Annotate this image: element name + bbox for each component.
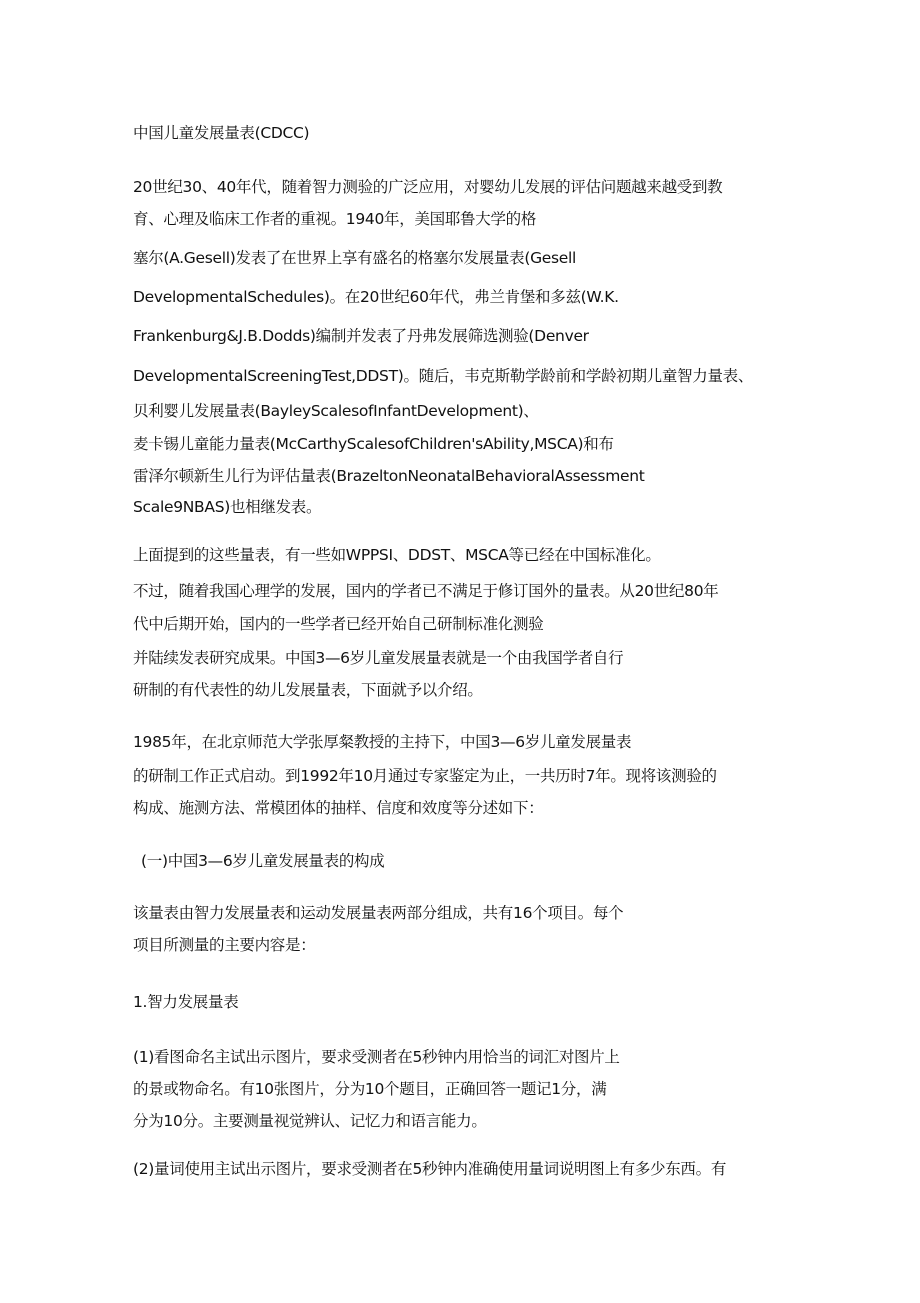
text-line: 分为10分。主要测量视觉辨认、记忆力和语言能力。: [133, 1112, 487, 1130]
text-line: 20世纪30、40年代，随着智力测验的广泛应用，对婴幼儿发展的评估问题越来越受到教: [133, 178, 723, 196]
text-line: 代中后期开始，国内的一些学者已经开始自己研制标准化测验: [133, 615, 544, 633]
text-line: 雷泽尔顿新生儿行为评估量表(BrazeltonNeonatalBehavioralAssessment: [133, 467, 645, 485]
text-line: 构成、施测方法、常模团体的抽样、信度和效度等分述如下：: [133, 799, 544, 817]
text-line: (2)量词使用主试出示图片，要求受测者在5秒钟内准确使用量词说明图上有多少东西。有: [133, 1160, 727, 1178]
text-line: 的景或物命名。有10张图片，分为10个题目，正确回答一题记1分，满: [133, 1080, 607, 1098]
text-line: Scale9NBAS)也相继发表。: [133, 498, 322, 516]
text-line: 上面提到的这些量表，有一些如WPPSI、DDST、MSCA等已经在中国标准化。: [133, 546, 661, 564]
text-line: Frankenburg&J.B.Dodds)编制并发表了丹弗发展筛选测验(Denver: [133, 327, 589, 345]
text-line: 研制的有代表性的幼儿发展量表，下面就予以介绍。: [133, 681, 483, 699]
text-line: 塞尔(A.Gesell)发表了在世界上享有盛名的格塞尔发展量表(Gesell: [133, 249, 577, 267]
subsection-heading: 1.智力发展量表: [133, 993, 239, 1011]
text-line: 1985年，在北京师范大学张厚粲教授的主持下，中国3—6岁儿童发展量表: [133, 733, 632, 751]
text-line: 该量表由智力发展量表和运动发展量表两部分组成，共有16个项目。每个: [133, 904, 624, 922]
text-line: (1)看图命名主试出示图片，要求受测者在5秒钟内用恰当的词汇对图片上: [133, 1048, 620, 1066]
text-line: 育、心理及临床工作者的重视。1940年，美国耶鲁大学的格: [133, 210, 537, 228]
text-line: 贝利婴儿发展量表(BayleyScalesofInfantDevelopment)、: [133, 402, 539, 420]
document-title: 中国儿童发展量表(CDCC): [133, 124, 310, 142]
text-line: 麦卡锡儿童能力量表(McCarthyScalesofChildren'sAbility,MSCA)和布: [133, 435, 614, 453]
text-line: 的研制工作正式启动。到1992年10月通过专家鉴定为止，一共历时7年。现将该测验的: [133, 767, 717, 785]
text-line: DevelopmentalSchedules)。在20世纪60年代，弗兰肯堡和多兹(W.K.: [133, 288, 619, 306]
text-line: 不过，随着我国心理学的发展，国内的学者已不满足于修订国外的量表。从20世纪80年: [133, 582, 719, 600]
text-line: 项目所测量的主要内容是：: [133, 936, 316, 954]
text-line: DevelopmentalScreeningTest,DDST)。随后，韦克斯勒学龄前和学龄初期儿童智力量表、: [133, 367, 754, 385]
text-line: 并陆续发表研究成果。中国3—6岁儿童发展量表就是一个由我国学者自行: [133, 649, 624, 667]
section-heading: (一)中国3—6岁儿童发展量表的构成: [141, 852, 385, 870]
